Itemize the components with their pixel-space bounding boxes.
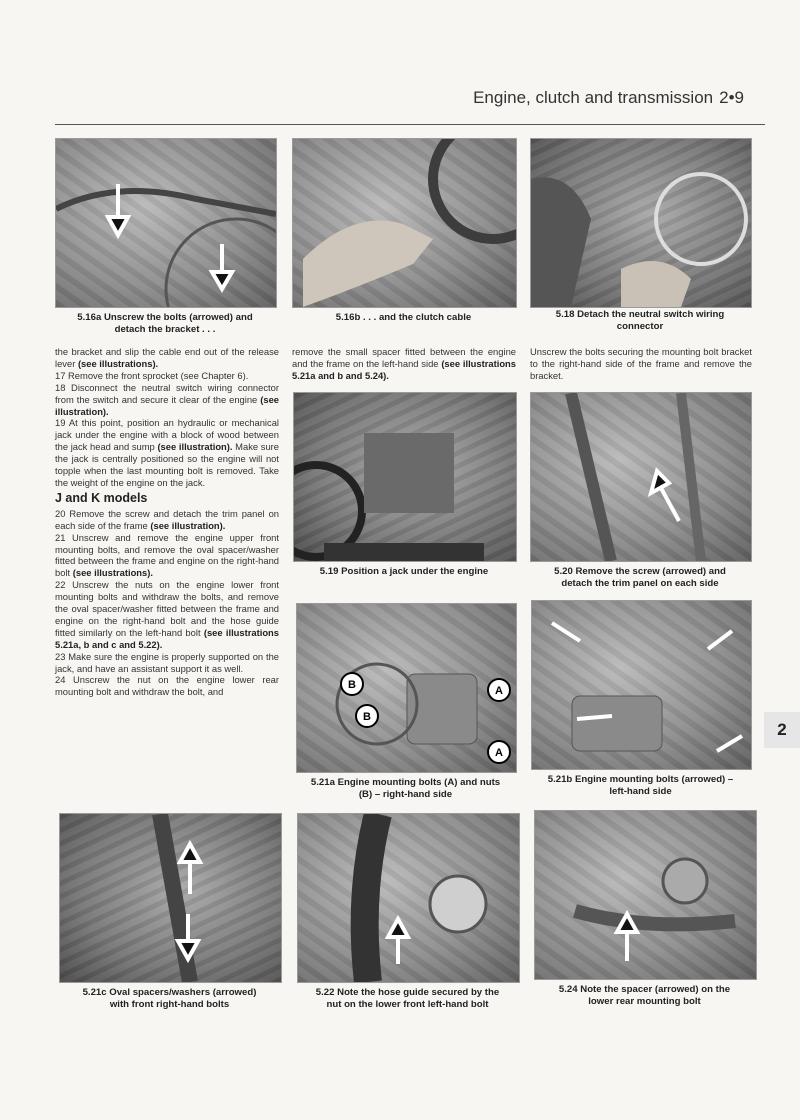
paragraph: the bracket and slip the cable end out of the release lever (see illustrations). (55, 346, 279, 369)
paragraph: 21 Unscrew and remove the engine upper front mounting bolts, and remove the oval spacer/washer fitted between the frame and engine on the right-hand bolt (see illustrations). (55, 531, 279, 579)
label-a: A (495, 685, 503, 697)
photo-5-21a (296, 603, 517, 773)
header-rule (55, 124, 765, 125)
caption-5-16b: 5.16b . . . and the clutch cable (335, 312, 472, 323)
photo-5-20 (530, 392, 752, 562)
photo-5-16b (292, 138, 517, 308)
caption-5-24: 5.24 Note the spacer (arrowed) on the lower rear mounting bolt (558, 984, 731, 1007)
caption-5-16a: 5.16a Unscrew the bolts (arrowed) and detach the bracket . . . (77, 312, 253, 335)
text-column-2 (292, 346, 516, 382)
paragraph: 22 Unscrew the nuts on the engine lower front mounting bolts and withdraw the bolts, and remove the oval spacer/washer fitted between the frame and engine on the right-hand bolt and the hose guide fitted similarly on the left-hand bolt (see illustrations 5.21a, b and c and 5.22). (55, 579, 279, 650)
caption-5-22: 5.22 Note the hose guide secured by the nut on the lower front left-hand bolt (315, 987, 500, 1010)
text-column-3 (530, 346, 752, 382)
photo-5-21c (59, 813, 282, 983)
paragraph: 24 Unscrew the nut on the engine lower rear mounting bolt and withdraw the bolt, and (55, 674, 279, 698)
caption-5-21b: 5.21b Engine mounting bolts (arrowed) – left-hand side (547, 774, 734, 797)
running-header (473, 88, 744, 108)
page-number: 2•9 (719, 88, 744, 107)
paragraph: 17 Remove the front sprocket (see Chapter 6). (55, 369, 249, 381)
arrow-icon (388, 919, 408, 964)
caption-5-21c: 5.21c Oval spacers/washers (arrowed) with front right-hand bolts (82, 987, 257, 1010)
paragraph: 20 Remove the screw and detach the trim panel on each side of the frame (see illustration). (55, 507, 279, 531)
caption-5-18: 5.18 Detach the neutral switch wiring connector (555, 309, 725, 332)
chapter-tab: 2 (764, 712, 800, 748)
label-a: A (495, 747, 503, 759)
paragraph: Unscrew the bolts securing the mounting bolt bracket to the right-hand side of the frame and remove the bracket. (530, 346, 752, 381)
arrow-icon (651, 471, 679, 521)
photo-5-18 (530, 138, 752, 308)
photo-5-21b (531, 600, 752, 770)
text-column-1 (55, 346, 279, 698)
caption-5-21a: 5.21a Engine mounting bolts (A) and nuts (B) – right-hand side (310, 777, 501, 800)
paragraph: remove the small spacer fitted between the engine and the frame on the left-hand side (see illustrations 5.21a and b and 5.24). (292, 346, 516, 381)
paragraph: 18 Disconnect the neutral switch wiring connector from the switch and secure it clear of the engine (see illustration). (55, 381, 279, 417)
photo-5-24 (534, 810, 757, 980)
photo-5-19 (293, 392, 517, 562)
photo-5-16a (55, 138, 277, 308)
caption-5-19: 5.19 Position a jack under the engine (319, 566, 489, 577)
chapter-title: Engine, clutch and transmission (473, 88, 714, 107)
caption-5-20: 5.20 Remove the screw (arrowed) and detach the trim panel on each side (554, 566, 726, 589)
label-b: B (363, 711, 371, 723)
paragraph: 19 At this point, position an hydraulic or mechanical jack under the engine with a block of wood between the jack head and sump (see illustration). Make sure the jack is centrally positioned so the engine will not topple when the last mounting bolt is removed. Take the weight of the engine on the jack. (55, 417, 280, 488)
section-heading: J and K models (55, 490, 148, 505)
label-b: B (348, 679, 356, 691)
photo-5-22 (297, 813, 520, 983)
paragraph: 23 Make sure the engine is properly supported on the jack, and have an assistant support it as well. (55, 650, 279, 674)
